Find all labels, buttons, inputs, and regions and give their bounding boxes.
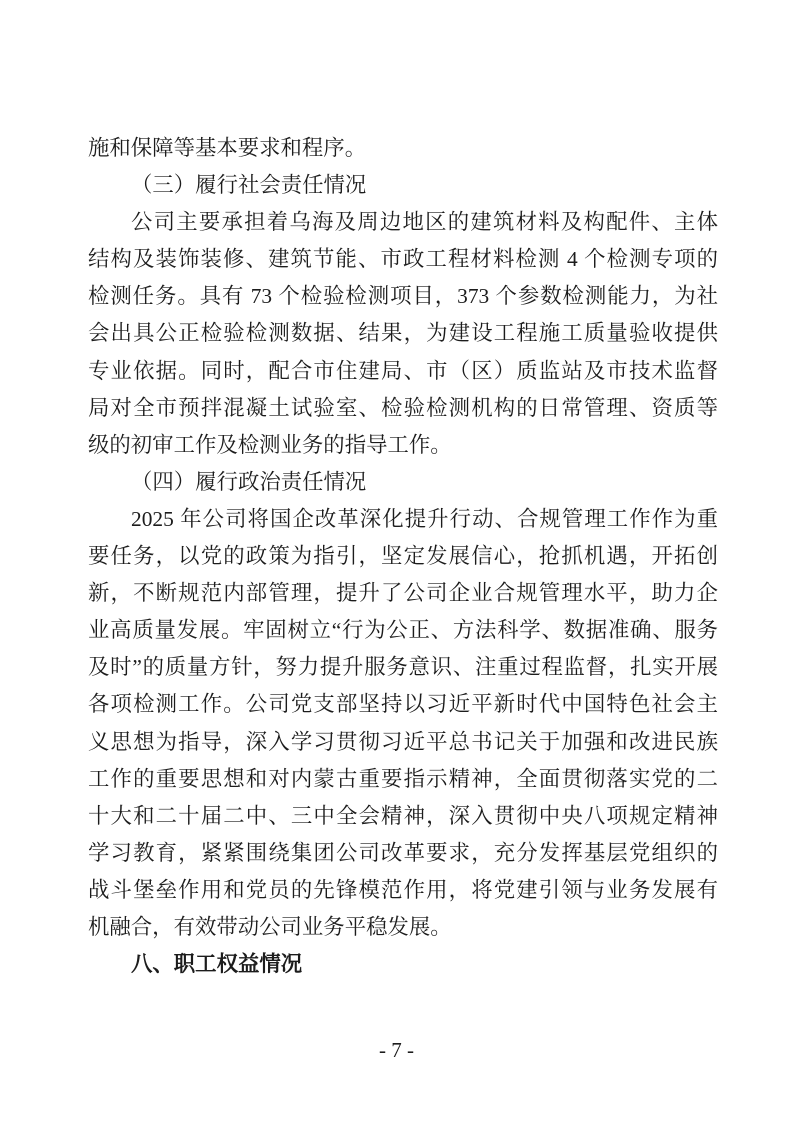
page-number: - 7 - bbox=[379, 1038, 414, 1062]
body-text-line: 级的初审工作及检测业务的指导工作。 bbox=[88, 432, 452, 457]
body-text-line: 学习教育，紧紧围绕集团公司改革要求，充分发挥基层党组织的 bbox=[88, 840, 718, 865]
section-heading-level2: （三）履行社会责任情况 bbox=[131, 173, 367, 198]
body-text-line: 局对全市预拌混凝土试验室、检验检测机构的日常管理、资质等 bbox=[88, 395, 718, 420]
body-text-line: 义思想为指导，深入学习贯彻习近平总书记关于加强和改进民族 bbox=[88, 729, 718, 754]
section-heading-level1: 八、职工权益情况 bbox=[131, 952, 303, 977]
body-text-line: 专业依据。同时，配合市住建局、市（区）质监站及市技术监督 bbox=[88, 358, 718, 383]
body-text-line: 会出具公正检验检测数据、结果，为建设工程施工质量验收提供 bbox=[88, 321, 718, 346]
body-text-line: 工作的重要思想和对内蒙古重要指示精神，全面贯彻落实党的二 bbox=[88, 766, 718, 791]
body-text-line: 战斗堡垒作用和党员的先锋模范作用，将党建引领与业务发展有 bbox=[88, 877, 718, 902]
body-text-line: 机融合，有效带动公司业务平稳发展。 bbox=[88, 914, 452, 939]
body-text-line: 各项检测工作。公司党支部坚持以习近平新时代中国特色社会主 bbox=[88, 692, 718, 717]
body-text-line: 2025 年公司将国企改革深化提升行动、合规管理工作作为重 bbox=[131, 506, 718, 531]
body-text-line: 检测任务。具有 73 个检验检测项目，373 个参数检测能力，为社 bbox=[88, 284, 718, 309]
body-text-line: 业高质量发展。牢固树立“行为公正、方法科学、数据准确、服务 bbox=[88, 618, 718, 643]
body-text-line: 公司主要承担着乌海及周边地区的建筑材料及构配件、主体 bbox=[131, 210, 718, 235]
section-heading-level2: （四）履行政治责任情况 bbox=[131, 469, 367, 494]
body-text-line: 要任务，以党的政策为指引，坚定发展信心，抢抓机遇，开拓创 bbox=[88, 544, 718, 569]
body-text-line: 十大和二十届二中、三中全会精神，深入贯彻中央八项规定精神 bbox=[88, 803, 718, 828]
body-text-line: 结构及装饰装修、建筑节能、市政工程材料检测 4 个检测专项的 bbox=[88, 247, 718, 272]
body-text-line: 及时”的质量方针，努力提升服务意识、注重过程监督，扎实开展 bbox=[88, 655, 718, 680]
body-text-line: 施和保障等基本要求和程序。 bbox=[88, 136, 367, 160]
body-text-line: 新，不断规范内部管理，提升了公司企业合规管理水平，助力企 bbox=[88, 581, 718, 606]
document-body bbox=[88, 130, 718, 983]
